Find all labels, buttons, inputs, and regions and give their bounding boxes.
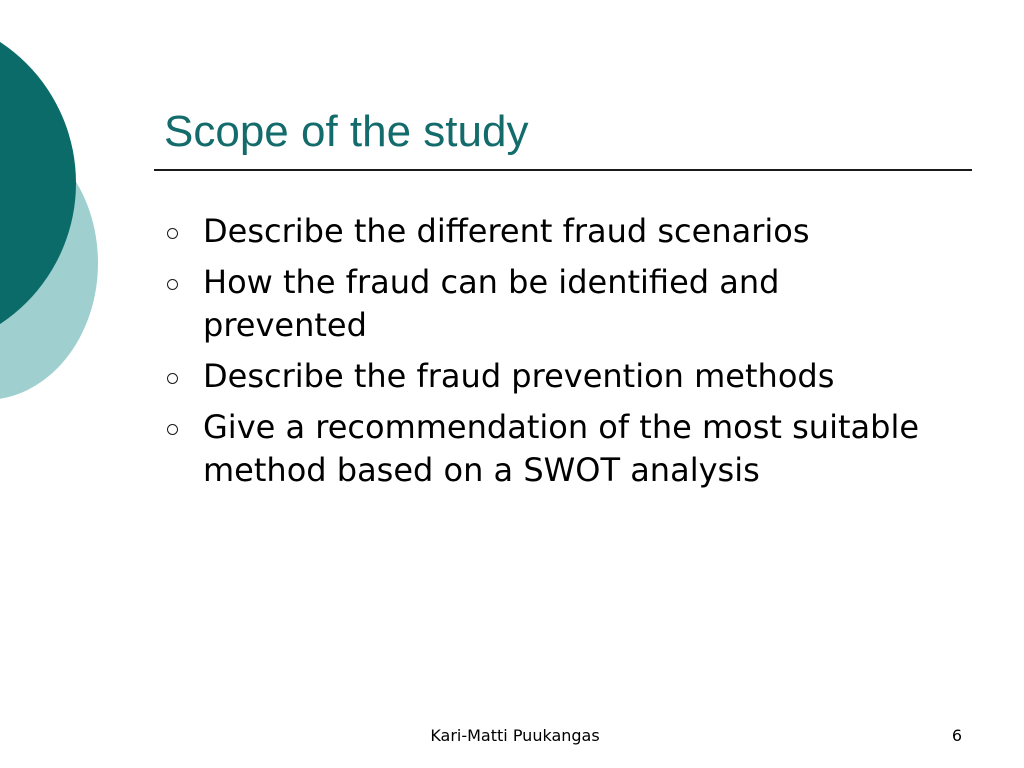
- bullet-circle-icon: [167, 373, 178, 384]
- bullet-circle-icon: [167, 228, 178, 239]
- page-number: 6: [951, 726, 962, 745]
- bullet-item: [164, 355, 924, 398]
- slide-title: Scope of the study: [164, 107, 529, 156]
- bullet-text: Describe the different fraud scenarios: [203, 212, 810, 250]
- bullet-text: Give a recommendation of the most suitable method based on a SWOT analysis: [203, 408, 920, 489]
- title-divider: [154, 169, 972, 171]
- bullet-item: [164, 406, 924, 492]
- footer-author: Kari-Matti Puukangas: [430, 726, 600, 745]
- bullet-item: [164, 261, 924, 347]
- bullet-text: How the fraud can be identified and prevented: [203, 263, 780, 344]
- bullet-item: [164, 210, 924, 253]
- bullet-circle-icon: [167, 424, 178, 435]
- bullet-list: [164, 210, 924, 500]
- bullet-circle-icon: [167, 279, 178, 290]
- bullet-text: Describe the fraud prevention methods: [203, 357, 835, 395]
